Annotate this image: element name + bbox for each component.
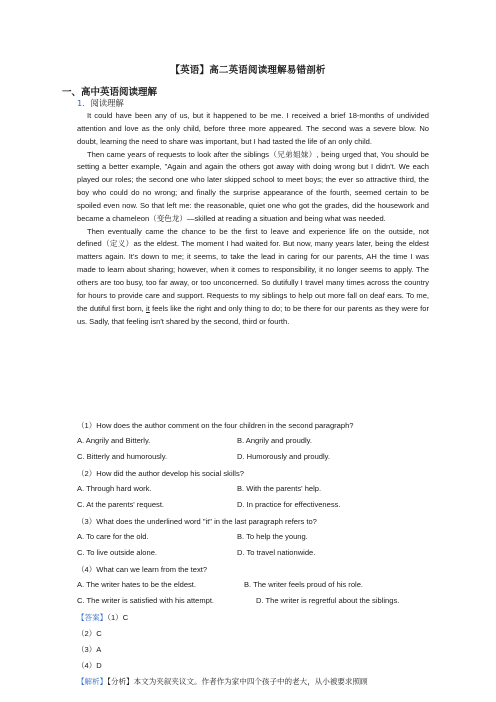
paragraph-3 xyxy=(77,226,429,329)
paragraph-1: It could have been any of us, but it happened to be me. I received a brief 18-months of undivided attention and love as the only child, before three more appeared. The second was a severe blow. No doubt, learning the need to share was important, but I had tasted the life of an only child. xyxy=(77,111,429,146)
answer-3: （3）A xyxy=(77,645,102,654)
q1-option-c: C. Bitterly and humorously. xyxy=(77,452,168,461)
q2-option-c: C. At the parents' request. xyxy=(77,500,165,509)
analysis-label: 【解析】 xyxy=(77,677,108,686)
item-number: 1． xyxy=(77,98,91,108)
analysis-text: 【分析】本文为夹叙夹议文。作者作为家中四个孩子中的老大，从小被要求照顾 xyxy=(107,677,368,686)
answer-4: （4）D xyxy=(77,661,102,670)
q1-option-a: A. Angrily and Bitterly. xyxy=(77,436,151,445)
q4-option-c: C. The writer is satisfied with his attempt. xyxy=(77,596,215,605)
q1-option-d: D. Humorously and proudly. xyxy=(237,452,330,461)
passage xyxy=(77,110,429,328)
answer-2: （2）C xyxy=(77,629,102,638)
q2-option-b: B. With the parents' help. xyxy=(237,484,322,493)
q3-option-b: B. To help the young. xyxy=(237,532,308,541)
q2-option-a: A. Through hard work. xyxy=(77,484,152,493)
answer-1: （1）C xyxy=(107,613,129,622)
q3-option-c: C. To live outside alone. xyxy=(77,548,157,557)
question-1-stem: （1）How does the author comment on the four children in the second paragraph? xyxy=(77,421,354,430)
section-heading: 一、高中英语阅读理解 xyxy=(62,87,158,98)
item-label: 阅读理解 xyxy=(90,98,124,108)
question-3-stem: （3）What does the underlined word "it" in the last paragraph refers to? xyxy=(77,517,317,526)
paragraph-3-tail: feels like the right and only thing to do; to be there for our parents as they were for us. Sadly, that feeling isn't shared by the second, third or fourth. xyxy=(77,303,429,326)
answer-label: 【答案】 xyxy=(77,613,108,622)
answer-line xyxy=(77,612,128,623)
q4-option-b: B. The writer feels proud of his role. xyxy=(244,580,363,589)
question-4-stem: （4）What can we learn from the text? xyxy=(77,565,208,574)
item-heading xyxy=(77,97,124,109)
q3-option-a: A. To care for the old. xyxy=(77,532,149,541)
q1-option-b: B. Angrily and proudly. xyxy=(237,436,312,445)
question-2-stem: （2）How did the author develop his social skills? xyxy=(77,469,244,478)
analysis-line xyxy=(77,676,437,687)
paragraph-2: Then came years of requests to look after the siblings（兄弟姐妹）, being urged that, You should be setting a better example, "Again and again the others got away with doing wrong but I didn't. We each played our roles; the second one who later skipped school to meet boys; the ever so attractive third, the boy who could do no wrong; and finally the surprise appearance of the fourth, seemed certain to be spoiled even now. So that left me: the reasonable, quiet one who got the grades, did the housework and became a chameleon（变色龙）—skilled at reading a situation and being what was needed. xyxy=(77,149,429,223)
q3-option-d: D. To travel nationwide. xyxy=(237,548,316,557)
page-title: 【英语】高二英语阅读理解易错剖析 xyxy=(170,65,326,76)
q4-option-a: A. The writer hates to be the eldest. xyxy=(77,580,196,589)
q2-option-d: D. In practice for effectiveness. xyxy=(237,500,341,509)
underlined-it: it xyxy=(146,303,150,313)
paragraph-3-text: Then eventually came the chance to be the first to leave and experience life on the outside, not defined（定义）as the eldest. The moment I had waited for. But now, many years later, being the eldest matters again. It's down to me; it seems, to take the lead in caring for our parents, AH the time I was made to learn about sharing; however, when it comes to responsibility, it no longer seems to apply. The others are too busy, too far away, or too unconcerned. So dutifully I travel many times across the country for hours to provide care and support. Requests to my siblings to help out more fall on deaf ears. To me, the dutiful first born, xyxy=(77,226,429,313)
q4-option-d: D. The writer is regretful about the siblings. xyxy=(256,596,400,605)
